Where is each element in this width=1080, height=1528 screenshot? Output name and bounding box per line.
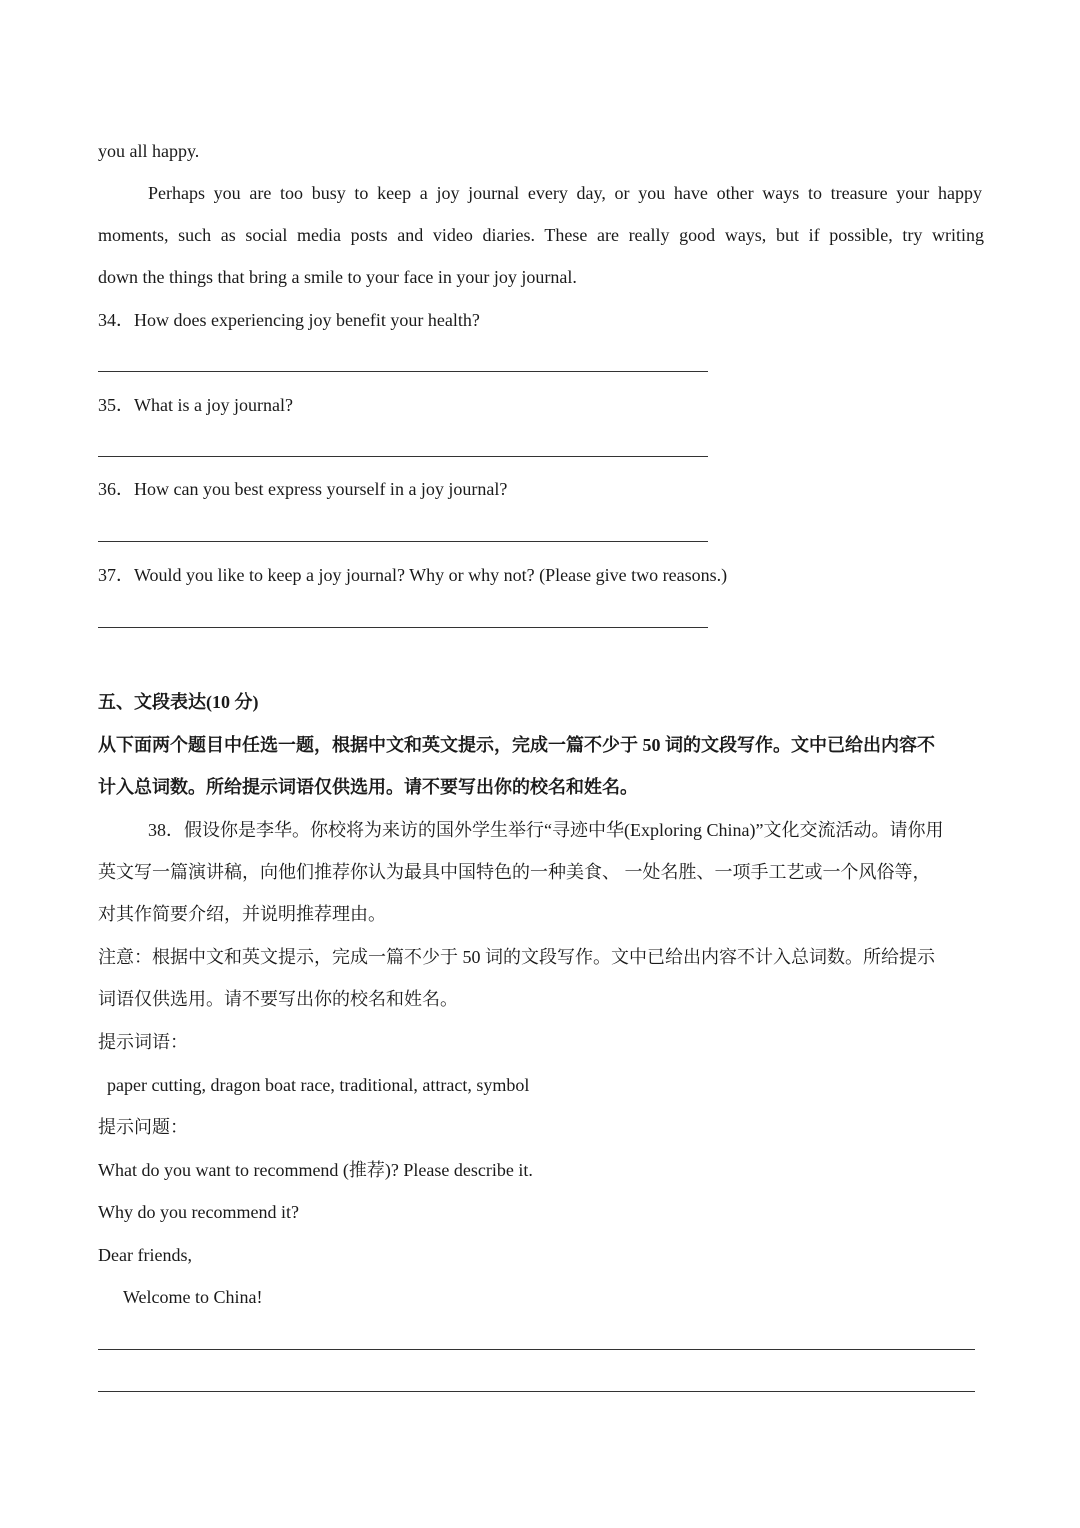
answer-line-36[interactable]	[98, 541, 708, 542]
hint-question-1: What do you want to recommend (推荐)? Please describe it.	[98, 1160, 533, 1180]
question-38-line: 英文写一篇演讲稿，向他们推荐你认为最具中国特色的一种美食、 一处名胜、一项手工艺或一个风俗等，	[98, 862, 931, 882]
question-38-line: 38．假设你是李华。你校将为来访的国外学生举行“寻迹中华(Exploring China)”文化交流活动。请你用	[148, 820, 944, 840]
answer-line-34[interactable]	[98, 371, 708, 372]
section-heading: 五、文段表达(10 分)	[98, 692, 259, 712]
passage-paragraph-line: moments, such as social media posts and video diaries. These are really good ways, but if possible, try writing	[98, 225, 984, 245]
passage-paragraph-line: Perhaps you are too busy to keep a joy journal every day, or you have other ways to treasure your happy	[148, 183, 982, 203]
answer-line-37[interactable]	[98, 627, 708, 628]
hint-questions-label: 提示问题：	[98, 1117, 188, 1137]
hint-words-label: 提示词语：	[98, 1032, 188, 1052]
letter-greeting: Dear friends,	[98, 1245, 192, 1265]
section-instructions-line: 计入总词数。所给提示词语仅供选用。请不要写出你的校名和姓名。	[98, 777, 638, 797]
passage-tail: you all happy.	[98, 141, 200, 161]
note-line: 词语仅供选用。请不要写出你的校名和姓名。	[98, 989, 458, 1009]
question-36: 36．How can you best express yourself in a joy journal?	[98, 479, 508, 499]
hint-words: paper cutting, dragon boat race, traditional, attract, symbol	[107, 1075, 530, 1095]
question-37: 37．Would you like to keep a joy journal? Why or why not? (Please give two reasons.)	[98, 565, 728, 585]
answer-line-35[interactable]	[98, 456, 708, 457]
question-35: 35．What is a joy journal?	[98, 395, 293, 415]
hint-question-2: Why do you recommend it?	[98, 1202, 299, 1222]
writing-line[interactable]	[98, 1349, 975, 1350]
question-34: 34．How does experiencing joy benefit your health?	[98, 310, 480, 330]
question-38-line: 对其作简要介绍，并说明推荐理由。	[98, 904, 386, 924]
letter-opening: Welcome to China!	[123, 1287, 263, 1307]
writing-line[interactable]	[98, 1391, 975, 1392]
passage-paragraph-line: down the things that bring a smile to your face in your joy journal.	[98, 267, 577, 287]
section-instructions-line: 从下面两个题目中任选一题，根据中文和英文提示，完成一篇不少于 50 词的文段写作。文中已给出内容不	[98, 735, 935, 755]
note-line: 注意：根据中文和英文提示，完成一篇不少于 50 词的文段写作。文中已给出内容不计入总词数。所给提示	[98, 947, 935, 967]
